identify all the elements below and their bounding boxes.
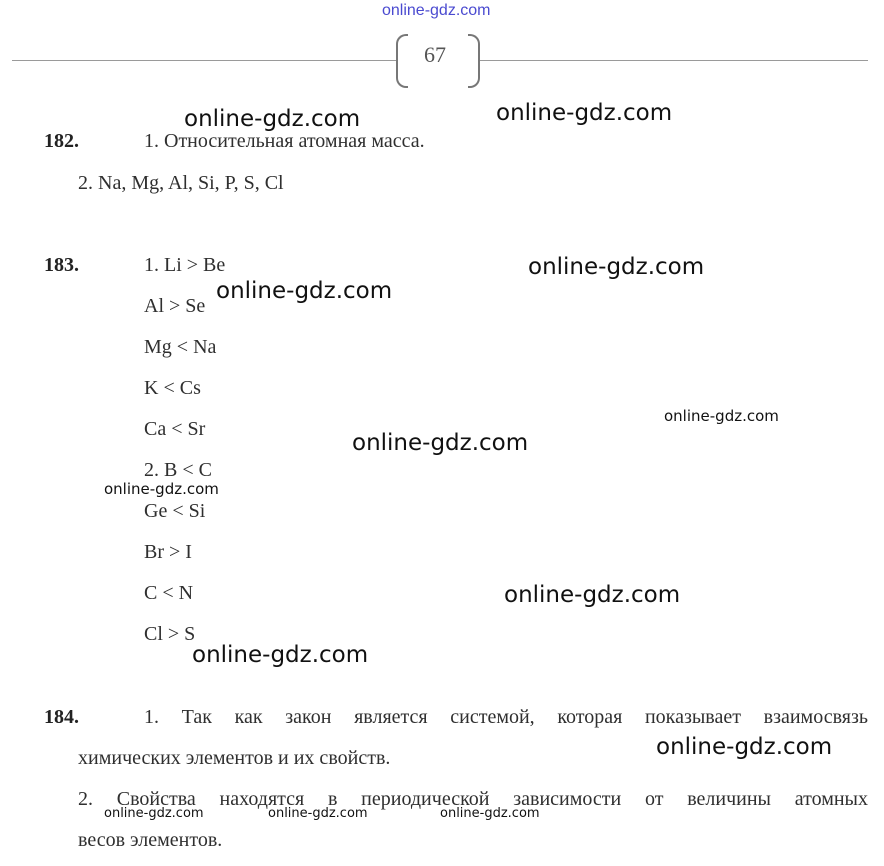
watermark: online-gdz.com xyxy=(352,430,529,456)
watermark: online-gdz.com xyxy=(504,582,681,608)
answer-line: Al > Se xyxy=(144,295,206,317)
answer-line: 1. Li > Be xyxy=(144,254,226,276)
page-number-bracket-left xyxy=(396,34,408,88)
problem-number: 184. xyxy=(44,706,79,728)
watermark: online-gdz.com xyxy=(192,642,369,668)
answer-line: 2. Na, Mg, Al, Si, P, S, Cl xyxy=(78,172,284,194)
watermark: online-gdz.com xyxy=(664,407,779,425)
answer-line: химических элементов и их свойств. xyxy=(78,747,391,769)
problem-number: 182. xyxy=(44,130,79,152)
answer-line: 1. Относительная атомная масса. xyxy=(144,130,425,152)
page-number-bracket-right xyxy=(468,34,480,88)
header-rule-left xyxy=(12,60,398,61)
watermark: online-gdz.com xyxy=(216,278,393,304)
answer-line: 1. Так как закон является системой, которая показывает взаимосвязь xyxy=(144,706,868,728)
page-number: 67 xyxy=(424,42,446,67)
header-watermark: online-gdz.com xyxy=(382,2,491,19)
answer-line: Mg < Na xyxy=(144,336,217,358)
answer-line: 2. B < C xyxy=(144,459,212,481)
answer-line: Ge < Si xyxy=(144,500,206,522)
watermark: online-gdz.com xyxy=(440,806,540,821)
watermark: online-gdz.com xyxy=(104,806,204,821)
answer-line: 2. Свойства находятся в периодической зависимости от величины атомных xyxy=(78,788,868,810)
watermark: online-gdz.com xyxy=(496,100,673,126)
answer-line: K < Cs xyxy=(144,377,201,399)
answer-line: Br > I xyxy=(144,541,192,563)
watermark: online-gdz.com xyxy=(184,106,361,132)
header-rule-right xyxy=(478,60,868,61)
watermark: online-gdz.com xyxy=(104,480,219,498)
watermark: online-gdz.com xyxy=(528,254,705,280)
problem-number: 183. xyxy=(44,254,79,276)
answer-line: C < N xyxy=(144,582,194,604)
answer-line: Ca < Sr xyxy=(144,418,206,440)
watermark: online-gdz.com xyxy=(656,734,833,760)
answer-line: Cl > S xyxy=(144,623,196,645)
watermark: online-gdz.com xyxy=(268,806,368,821)
answer-line: весов элементов. xyxy=(78,829,223,851)
